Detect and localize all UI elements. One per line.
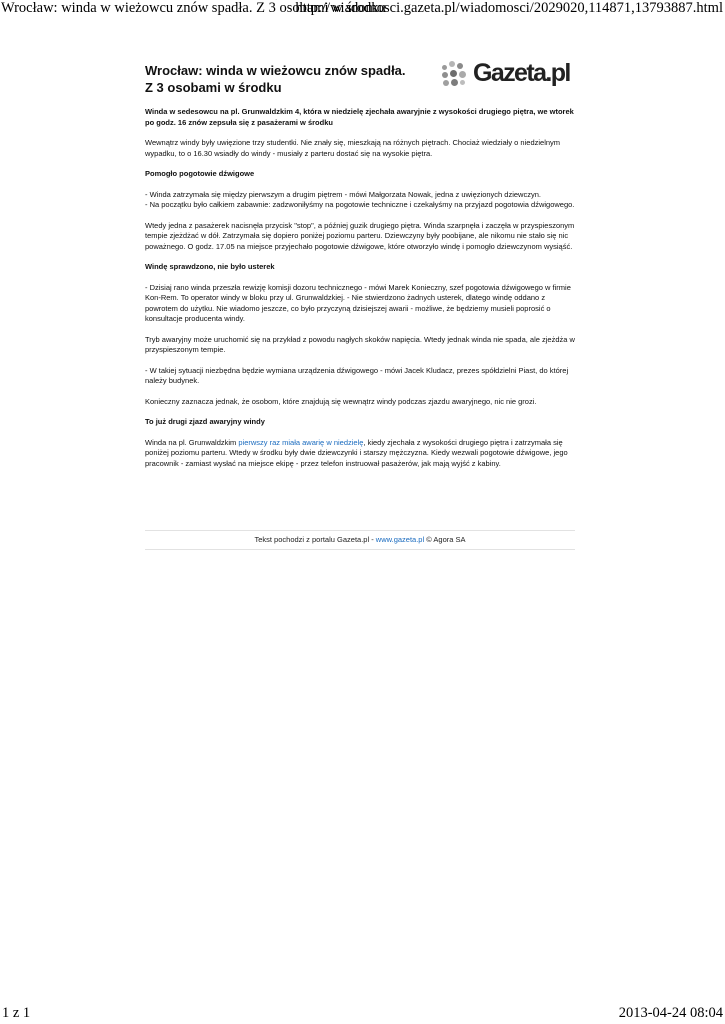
subheading-1: Pomogło pogotowie dźwigowe — [145, 169, 255, 178]
print-footer-datetime: 2013-04-24 08:04 — [618, 1005, 723, 1021]
article — [145, 59, 575, 479]
paragraph-2 — [145, 190, 575, 211]
paragraph-2-quote-b: - Na początku było całkiem zabawnie: zadzwoniłyśmy na pogotowie techniczne i czekałyśmy na przyjazd pogotowia dźwigowego. — [145, 200, 575, 209]
paragraph-6: - W takiej sytuacji niezbędna będzie wymiana urządzenia dźwigowego - mówi Jacek Kludacz, prezes spółdzielni Piast, do której należy budynek. — [145, 365, 569, 385]
gazeta-dots-logo-icon — [441, 61, 471, 91]
source-text: Tekst pochodzi z portalu Gazeta.pl - — [254, 535, 376, 544]
paragraph-4: - Dzisiaj rano winda przeszła rewizję komisji dozoru technicznego - mówi Marek Konieczny, szef pogotowia dźwigowego w firmie Kon-Rem. To operator windy w bloku przy ul. Grunwaldzkiej. - Nie stwierdzono żadnych usterek, dlatego windę oddano z powrotem do użytku. Nie wiadomo jeszcze, co było przyczyną dzisiejszej awarii - możliwe, że będziemy musieli poprosić o konsultacje producenta windy. — [145, 282, 571, 323]
print-header-title: Wrocław: winda w wieżowcu znów spadła. Z 3 osobami w środku — [1, 0, 386, 16]
paragraph-8-text-after: , kiedy zjechała z wysokości drugiego piętra i zatrzymała się poniżej poziomu parteru. Wtedy w środku były dwie dziewczynki i starszy mężczyzna. Kiedy wezwali pogotowie dźwigowe, jego pracownik - zamiast wysłać na miejsce ekipę - przez telefon instruował pasażerów, jak mają wyjść z kabiny. — [145, 437, 568, 468]
paragraph-8-text-before: Winda na pl. Grunwaldzkim — [145, 437, 239, 447]
subheading-3: To już drugi zjazd awaryjny windy — [145, 417, 265, 426]
print-header-url: http://wiadomosci.gazeta.pl/wiadomosci/2029020,114871,13793887.html — [295, 0, 723, 16]
copyright-text: © Agora SA — [424, 535, 466, 544]
article-title: Wrocław: winda w wieżowcu znów spadła. Z 3 osobami w środku — [145, 63, 406, 95]
paragraph-2-quote-a: - Winda zatrzymała się między pierwszym a drugim piętrem - mówi Małgorzata Nowak, jedna z uwięzionych dziewczyn. — [145, 189, 541, 199]
paragraph-8 — [145, 438, 575, 470]
logo-text: Gazeta.pl — [473, 59, 570, 87]
subheading-2: Windę sprawdzono, nie było usterek — [145, 262, 275, 271]
source-credit — [145, 530, 575, 550]
article-lead: Winda w sedesowcu na pl. Grunwaldzkim 4, która w niedzielę zjechała awaryjnie z wysokości drugiego piętra, we wtorek po godz. 16 znów zepsuła się z pasażerami w środku — [145, 107, 574, 127]
paragraph-5: Tryb awaryjny może uruchomić się na przykład z powodu nagłych skoków napięcia. Wtedy jednak winda nie spada, ale zjeżdża w przyspieszonym tempie. — [145, 334, 575, 354]
first-failure-link[interactable]: pierwszy raz miała awarię w niedzielę — [238, 437, 364, 447]
gazeta-logo[interactable] — [441, 61, 576, 91]
print-footer-page: 1 z 1 — [2, 1005, 31, 1021]
paragraph-1: Wewnątrz windy były uwięzione trzy studentki. Nie znały się, mieszkają na różnych piętrach. Chociaż wiedziały o niedzielnym wypadku, to o 16.30 wsiadły do windy - musiały z parteru dostać się na wysokie piętra. — [145, 138, 561, 158]
gazeta-link[interactable]: www.gazeta.pl — [375, 535, 425, 544]
paragraph-3: Wtedy jedna z pasażerek nacisnęła przycisk "stop", a później guzik drugiego piętra. Winda szarpnęła i zaczęła w przyspieszonym tempie zjeżdżać w dół. Zatrzymała się dopiero poniżej poziomu parteru. Dziewczyny były poobijane, ale nikomu nie stało się nic poważnego. O godz. 17.05 na miejsce przyjechało pogotowie dźwigowe, które otworzyło windę i pomogło dziewczynom wysiąść. — [145, 220, 575, 251]
paragraph-7: Konieczny zaznacza jednak, że osobom, które znajdują się wewnątrz windy podczas zjazdu awaryjnego, nic nie grozi. — [145, 396, 537, 406]
